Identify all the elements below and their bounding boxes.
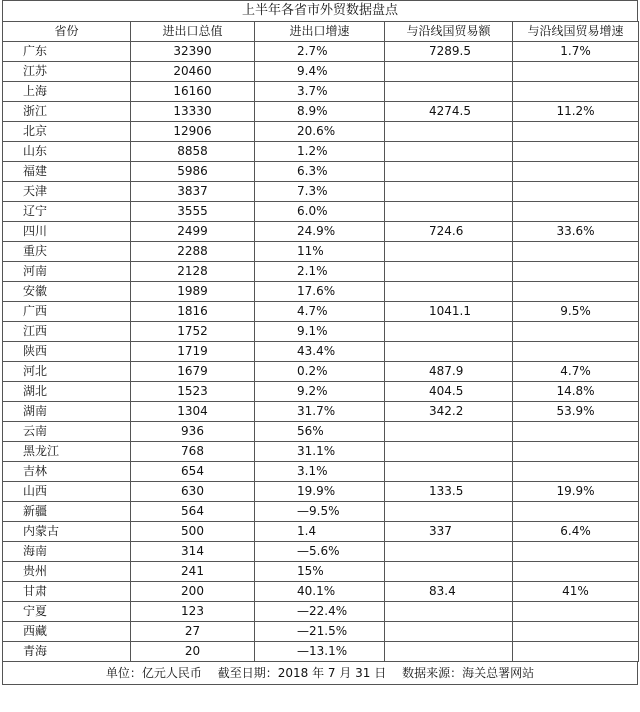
cell-route-growth [513,542,639,562]
cell-route-growth [513,562,639,582]
cell-route-trade [385,142,513,162]
table-row [3,202,639,222]
cell-route-trade [385,462,513,482]
cell-province: 吉林 [3,462,131,482]
table-row [3,462,639,482]
table-row [3,62,639,82]
cell-total: 630 [131,482,255,502]
cell-total: 3837 [131,182,255,202]
cell-route-growth: 14.8% [513,382,639,402]
cell-total: 32390 [131,42,255,62]
table-body [3,42,639,662]
cell-total: 768 [131,442,255,462]
table-row [3,322,639,342]
cell-province: 新疆 [3,502,131,522]
cell-province: 广西 [3,302,131,322]
table-row [3,302,639,322]
cell-total: 2288 [131,242,255,262]
cell-province: 青海 [3,642,131,662]
cell-province: 湖南 [3,402,131,422]
cell-growth: 19.9% [255,482,385,502]
cell-total: 8858 [131,142,255,162]
cell-route-trade [385,202,513,222]
cell-growth: —5.6% [255,542,385,562]
footer-date: 截至日期：2018 年 7 月 31 日 [217,666,387,680]
cell-growth: 43.4% [255,342,385,362]
cell-total: 200 [131,582,255,602]
cell-route-trade [385,282,513,302]
cell-province: 天津 [3,182,131,202]
cell-province: 贵州 [3,562,131,582]
cell-route-trade: 404.5 [385,382,513,402]
cell-total: 123 [131,602,255,622]
table-row [3,482,639,502]
column-header-route-growth: 与沿线国贸易增速 [513,22,639,42]
cell-growth: 20.6% [255,122,385,142]
cell-route-trade [385,242,513,262]
table-row [3,582,639,602]
cell-total: 500 [131,522,255,542]
cell-route-trade [385,342,513,362]
cell-province: 辽宁 [3,202,131,222]
cell-total: 16160 [131,82,255,102]
cell-total: 2128 [131,262,255,282]
cell-growth: 7.3% [255,182,385,202]
table-title: 上半年各省市外贸数据盘点 [2,0,638,21]
cell-route-trade: 1041.1 [385,302,513,322]
cell-route-growth [513,142,639,162]
cell-growth: 9.2% [255,382,385,402]
cell-growth: 8.9% [255,102,385,122]
cell-growth: —21.5% [255,622,385,642]
cell-growth: 9.1% [255,322,385,342]
cell-route-trade [385,162,513,182]
cell-route-growth [513,442,639,462]
cell-growth: 24.9% [255,222,385,242]
footer-source: 数据来源：海关总署网站 [402,666,535,680]
cell-route-trade: 4274.5 [385,102,513,122]
cell-route-growth: 53.9% [513,402,639,422]
footer-unit: 单位：亿元人民币 [105,666,202,680]
column-header-total: 进出口总值 [131,22,255,42]
cell-province: 西藏 [3,622,131,642]
table-row [3,142,639,162]
cell-total: 936 [131,422,255,442]
cell-route-growth [513,282,639,302]
cell-route-growth [513,242,639,262]
cell-total: 20460 [131,62,255,82]
cell-route-trade [385,502,513,522]
cell-route-trade [385,622,513,642]
cell-total: 1679 [131,362,255,382]
cell-growth: 9.4% [255,62,385,82]
cell-route-trade: 133.5 [385,482,513,502]
cell-total: 12906 [131,122,255,142]
cell-province: 四川 [3,222,131,242]
cell-province: 山东 [3,142,131,162]
table-row [3,442,639,462]
cell-route-trade [385,542,513,562]
table-row [3,282,639,302]
cell-route-trade [385,602,513,622]
cell-growth: 6.0% [255,202,385,222]
cell-total: 1989 [131,282,255,302]
cell-route-trade [385,262,513,282]
cell-route-growth [513,322,639,342]
table-row [3,222,639,242]
cell-province: 宁夏 [3,602,131,622]
cell-route-growth: 33.6% [513,222,639,242]
column-header-route-trade: 与沿线国贸易额 [385,22,513,42]
cell-province: 河南 [3,262,131,282]
table-row [3,522,639,542]
cell-route-growth [513,82,639,102]
cell-growth: 6.3% [255,162,385,182]
cell-route-growth [513,202,639,222]
cell-total: 314 [131,542,255,562]
cell-growth: —9.5% [255,502,385,522]
cell-route-growth: 11.2% [513,102,639,122]
cell-growth: —22.4% [255,602,385,622]
cell-growth: 56% [255,422,385,442]
cell-total: 5986 [131,162,255,182]
table-footer [2,662,638,685]
cell-total: 27 [131,622,255,642]
cell-route-growth [513,262,639,282]
cell-total: 1523 [131,382,255,402]
cell-province: 山西 [3,482,131,502]
cell-route-trade: 83.4 [385,582,513,602]
cell-growth: 11% [255,242,385,262]
cell-route-growth [513,642,639,662]
cell-province: 江西 [3,322,131,342]
cell-route-growth: 4.7% [513,362,639,382]
cell-province: 浙江 [3,102,131,122]
cell-total: 564 [131,502,255,522]
cell-growth: —13.1% [255,642,385,662]
table-row [3,562,639,582]
cell-total: 13330 [131,102,255,122]
column-header-province: 省份 [3,22,131,42]
cell-total: 654 [131,462,255,482]
cell-route-trade [385,562,513,582]
table-row [3,362,639,382]
cell-province: 福建 [3,162,131,182]
cell-province: 陕西 [3,342,131,362]
cell-route-growth [513,182,639,202]
cell-growth: 3.1% [255,462,385,482]
cell-growth: 2.1% [255,262,385,282]
cell-growth: 1.4 [255,522,385,542]
cell-growth: 40.1% [255,582,385,602]
cell-growth: 31.7% [255,402,385,422]
cell-total: 1304 [131,402,255,422]
cell-route-growth [513,602,639,622]
cell-province: 黑龙江 [3,442,131,462]
table-row [3,122,639,142]
cell-total: 20 [131,642,255,662]
trade-data-sheet [2,0,638,685]
cell-total: 3555 [131,202,255,222]
cell-growth: 2.7% [255,42,385,62]
cell-province: 甘肃 [3,582,131,602]
cell-route-growth [513,422,639,442]
cell-route-growth [513,62,639,82]
trade-data-table [2,21,639,662]
table-row [3,402,639,422]
cell-province: 云南 [3,422,131,442]
cell-total: 1752 [131,322,255,342]
cell-route-trade: 337 [385,522,513,542]
cell-growth: 1.2% [255,142,385,162]
cell-growth: 0.2% [255,362,385,382]
cell-route-trade [385,182,513,202]
cell-province: 广东 [3,42,131,62]
cell-route-growth [513,162,639,182]
cell-province: 湖北 [3,382,131,402]
table-row [3,42,639,62]
cell-route-trade: 487.9 [385,362,513,382]
cell-growth: 15% [255,562,385,582]
cell-growth: 31.1% [255,442,385,462]
table-row [3,642,639,662]
cell-route-trade [385,62,513,82]
table-row [3,422,639,442]
cell-route-trade [385,642,513,662]
cell-total: 1719 [131,342,255,362]
cell-route-trade [385,322,513,342]
header-row [3,22,639,42]
cell-province: 海南 [3,542,131,562]
cell-growth: 17.6% [255,282,385,302]
table-row [3,382,639,402]
cell-growth: 3.7% [255,82,385,102]
cell-route-growth [513,622,639,642]
cell-route-growth: 41% [513,582,639,602]
table-row [3,182,639,202]
cell-total: 241 [131,562,255,582]
cell-route-trade: 7289.5 [385,42,513,62]
cell-province: 江苏 [3,62,131,82]
cell-route-growth [513,342,639,362]
cell-route-trade: 724.6 [385,222,513,242]
table-row [3,102,639,122]
cell-province: 上海 [3,82,131,102]
table-row [3,502,639,522]
column-header-growth: 进出口增速 [255,22,385,42]
table-row [3,622,639,642]
cell-province: 重庆 [3,242,131,262]
cell-province: 安徽 [3,282,131,302]
table-row [3,82,639,102]
cell-route-growth [513,122,639,142]
cell-route-growth: 19.9% [513,482,639,502]
table-row [3,542,639,562]
cell-province: 河北 [3,362,131,382]
cell-route-trade [385,122,513,142]
cell-growth: 4.7% [255,302,385,322]
cell-total: 2499 [131,222,255,242]
cell-route-trade: 342.2 [385,402,513,422]
cell-route-growth: 9.5% [513,302,639,322]
cell-route-trade [385,422,513,442]
cell-route-trade [385,82,513,102]
cell-route-trade [385,442,513,462]
table-row [3,602,639,622]
table-row [3,342,639,362]
cell-route-growth [513,462,639,482]
table-row [3,262,639,282]
cell-route-growth: 6.4% [513,522,639,542]
table-row [3,242,639,262]
cell-province: 内蒙古 [3,522,131,542]
cell-province: 北京 [3,122,131,142]
cell-total: 1816 [131,302,255,322]
cell-route-growth [513,502,639,522]
table-row [3,162,639,182]
cell-route-growth: 1.7% [513,42,639,62]
